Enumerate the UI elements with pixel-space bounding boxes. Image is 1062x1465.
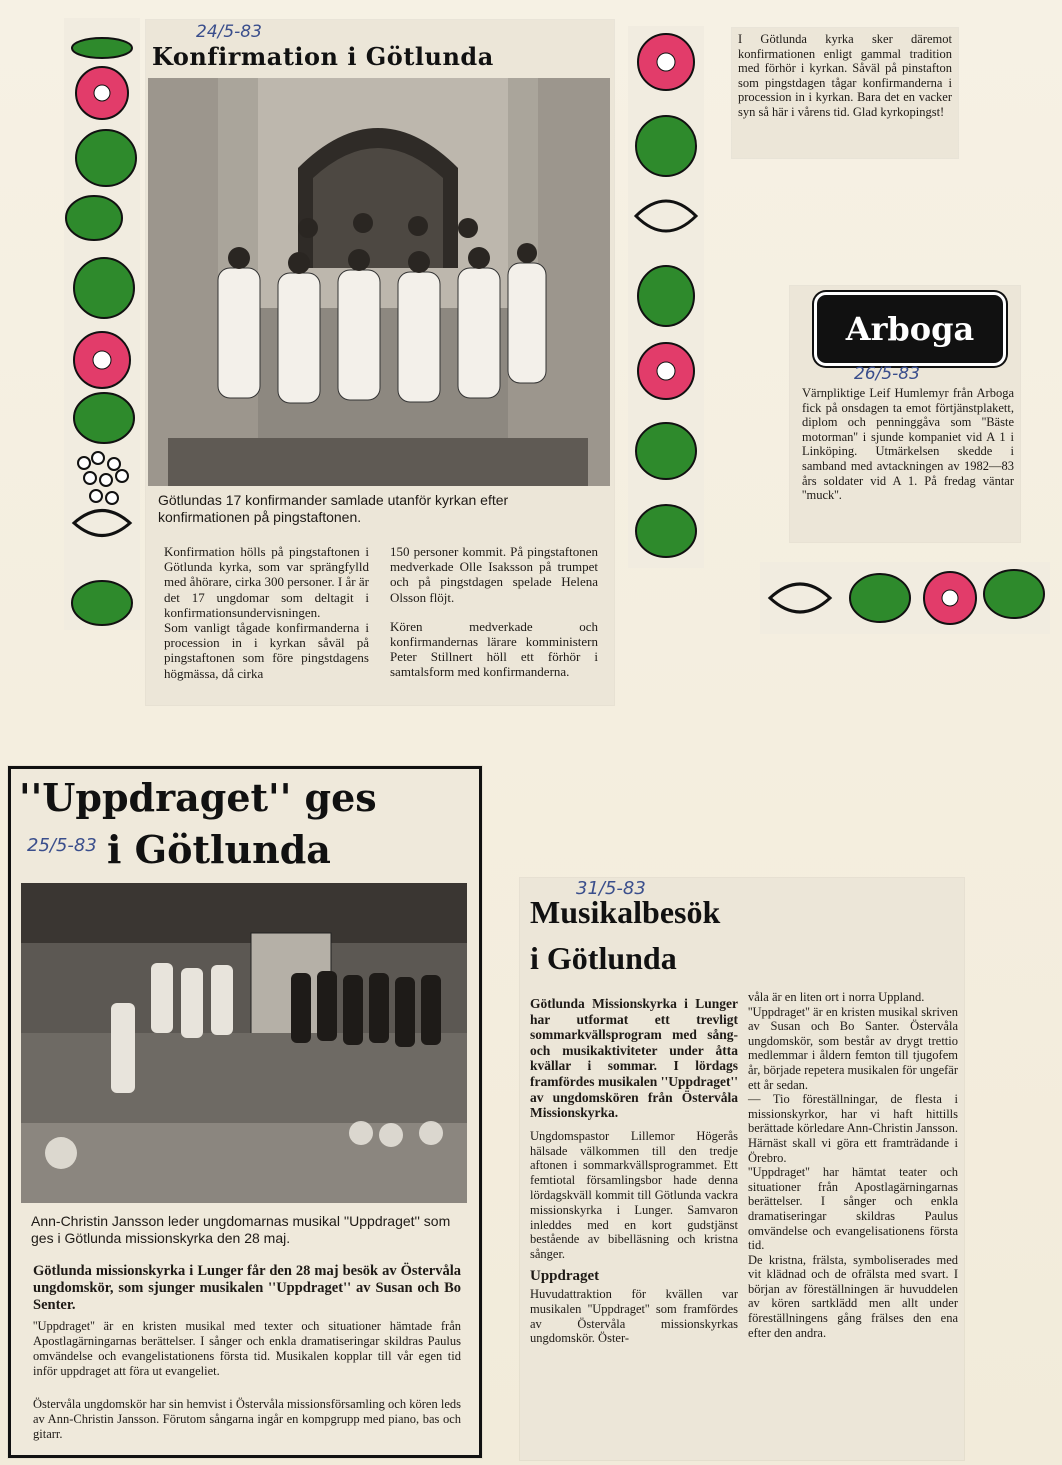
date-handwritten: 24/5-83 [196, 22, 262, 42]
uppdraget-p1: ''Uppdraget'' är en kristen musikal med texter och situationer hämtade från Apostlagärningarnas berättelser. I sånger och enkla dramatiseringar skildras Paulus omvändelse och evangelistationens första tid. Musikalen kopplar till vår egen tid inför uppdraget att föra ut evangeliet. [33, 1319, 461, 1378]
floral-border-left-art [64, 18, 140, 630]
photo-choir-art [21, 883, 467, 1203]
clipping-uppdraget-ges [8, 766, 482, 1458]
musikal-col-left [530, 996, 738, 1346]
floral-border-horizontal [760, 562, 1050, 634]
kyrkopingst-text: I Götlunda kyrka sker däremot konfirmationen enligt gammal tradition med förhör i kyrkan. Såväl på pinstafton som pingstdagen tågar konfirmanderna i procession in i kyrkan. Bara det en vacker syn så här i vårens tid. Glad kyrkopingst! [738, 32, 952, 119]
caption-choir: Ann-Christin Jansson leder ungdomarnas musikal ''Uppdraget'' som ges i Götlunda missionskyrka den 28 maj. [31, 1213, 451, 1246]
headline-musikalbesok-line1: Musikalbesök [530, 894, 721, 930]
article-col-2-p2: Kören medverkade och konfirmandernas lärare komministern Peter Stillnert höll ett förhör i samtalsform med konfirmanderna. [390, 618, 598, 680]
clipping-kyrkopingst [732, 28, 958, 158]
clipping-arboga [790, 286, 1020, 542]
lead-uppdraget: Götlunda missionskyrka i Lunger får den 28 maj besök av Östervåla ungdomskör, som sjunger musikalen ''Uppdraget'' av Susan och Bo Senter. [33, 1263, 461, 1313]
floral-border-middle [628, 26, 704, 568]
musikal-r5: De kristna, frälsta, symboliserades med vit klädnad och de ofrälsta med svart. I början av föreställningen är huvuddelen av kören sartklädd men allt under föreställningens gång frälses den ena efter den andra. [748, 1252, 958, 1340]
clipping-konfirmation [146, 20, 614, 705]
floral-border-middle-art [628, 26, 704, 568]
photo-choir [21, 883, 467, 1203]
musikal-p2: Huvudattraktion för kvällen var musikalen ''Uppdraget'' som framfördes av Östervåla missionskyrkas ungdomskör. Öster- [530, 1286, 738, 1346]
date-handwritten: 26/5-83 [854, 364, 920, 384]
arboga-badge: Arboga [814, 292, 1006, 366]
headline-musikalbesok-line2: i Götlunda [530, 940, 677, 976]
arboga-text: Värnpliktige Leif Humlemyr från Arboga fick på onsdagen ta emot förtjänstplakett, diplom och penninggåva som ''Bäste motorman'' i sjunde kompaniet vid A 1 i Linköping. Utmärkelsen skedde i samband med avtackningen av 1982—83 års soldater vid A 1. På fredag väntar ''muck''. [802, 386, 1014, 503]
floral-border-horizontal-art [760, 562, 1050, 634]
musikal-lead: Götlunda Missionskyrka i Lunger har utformat ett trevligt sommarkvällsprogram med sång- och musikaktiviteter under åtta kvällar i sommar. I lördags framfördes musikalen ''Uppdraget'' av ungdomskören från Östervåla Missionskyrka. [530, 996, 738, 1121]
musikal-r1: våla är en liten ort i norra Uppland. [748, 990, 925, 1004]
uppdraget-p2: Östervåla ungdomskör har sin hemvist i Östervåla missionsförsamling och kören leds av Ann-Christin Jansson. Förutom sångarna ingår en kompgrupp med piano, bas och gitarr. [33, 1397, 461, 1441]
headline-uppdraget-line1: ''Uppdraget'' ges [19, 775, 377, 820]
musikal-p1: Ungdomspastor Lillemor Högerås hälsade välkommen till den tredje aftonen i sommarkvällsprogrammet. Ett femtiotal församlingsbor hade denna lördagskväll kommit till Götlunda vackra missionskyrka i Lunger. Samvaron inleddes med en kort gudstjänst bestående av bibelläsning och kristna sånger. [530, 1128, 738, 1262]
article-col-1 [164, 544, 369, 681]
article-col-1-p1: Konfirmation hölls på pingstaftonen i Götlunda kyrka, som var sprängfylld med åhörare, cirka 300 personer. I år är det 17 ungdomar som deltagit i konfirmationsundervisningen. [164, 544, 369, 620]
date-handwritten: 31/5-83 [576, 878, 646, 899]
musikal-col-right [748, 990, 958, 1340]
headline-uppdraget-line2: i Götlunda [107, 827, 331, 872]
musikal-r2: ''Uppdraget'' är en kristen musikal skriven av Susan och Bo Santer. Östervåla ungdomskör, som består av drygt trettio medlemmar i åldern femton till tjugofem år, började repetera musikalen för ungefär ett år sedan. [748, 1004, 958, 1092]
musikal-r3: — Tio föreställningar, de flesta i missionskyrkor, har vi haft hittills berättade körledare Ann-Christin Jansson. Härnäst skall vi göra ett framträdande i Örebro. [748, 1092, 958, 1165]
caption-confirmands: Götlundas 17 konfirmander samlade utanför kyrkan efter konfirmationen på pingstaftonen. [158, 492, 509, 525]
article-col-2-p1: 150 personer kommit. På pingstaftonen medverkade Olle Isaksson på trumpet och på pingstdagen spelade Helena Olsson flöjt. [390, 544, 598, 605]
headline-konfirmation: Konfirmation i Götlunda [152, 42, 494, 71]
musikal-r4: ''Uppdraget'' har hämtat teater och situationer från Apostlagärningarnas berättelser. I sånger och enkla dramatiseringar skildras Paulus omvändelse och evangelisationens första tid. [748, 1165, 958, 1253]
article-col-1-p2: Som vanligt tågade konfirmanderna i procession in i kyrkan såväl på pingstaftonen som före pingstdagens högmässa, då cirka [164, 620, 369, 681]
photo-confirmands-art [148, 78, 610, 486]
clipping-musikalbesok [520, 878, 964, 1460]
floral-border-left [64, 18, 140, 630]
article-col-2 [390, 544, 598, 680]
subhead-uppdraget: Uppdraget [530, 1267, 600, 1284]
date-handwritten: 25/5-83 [27, 835, 97, 856]
photo-confirmands [148, 78, 610, 486]
